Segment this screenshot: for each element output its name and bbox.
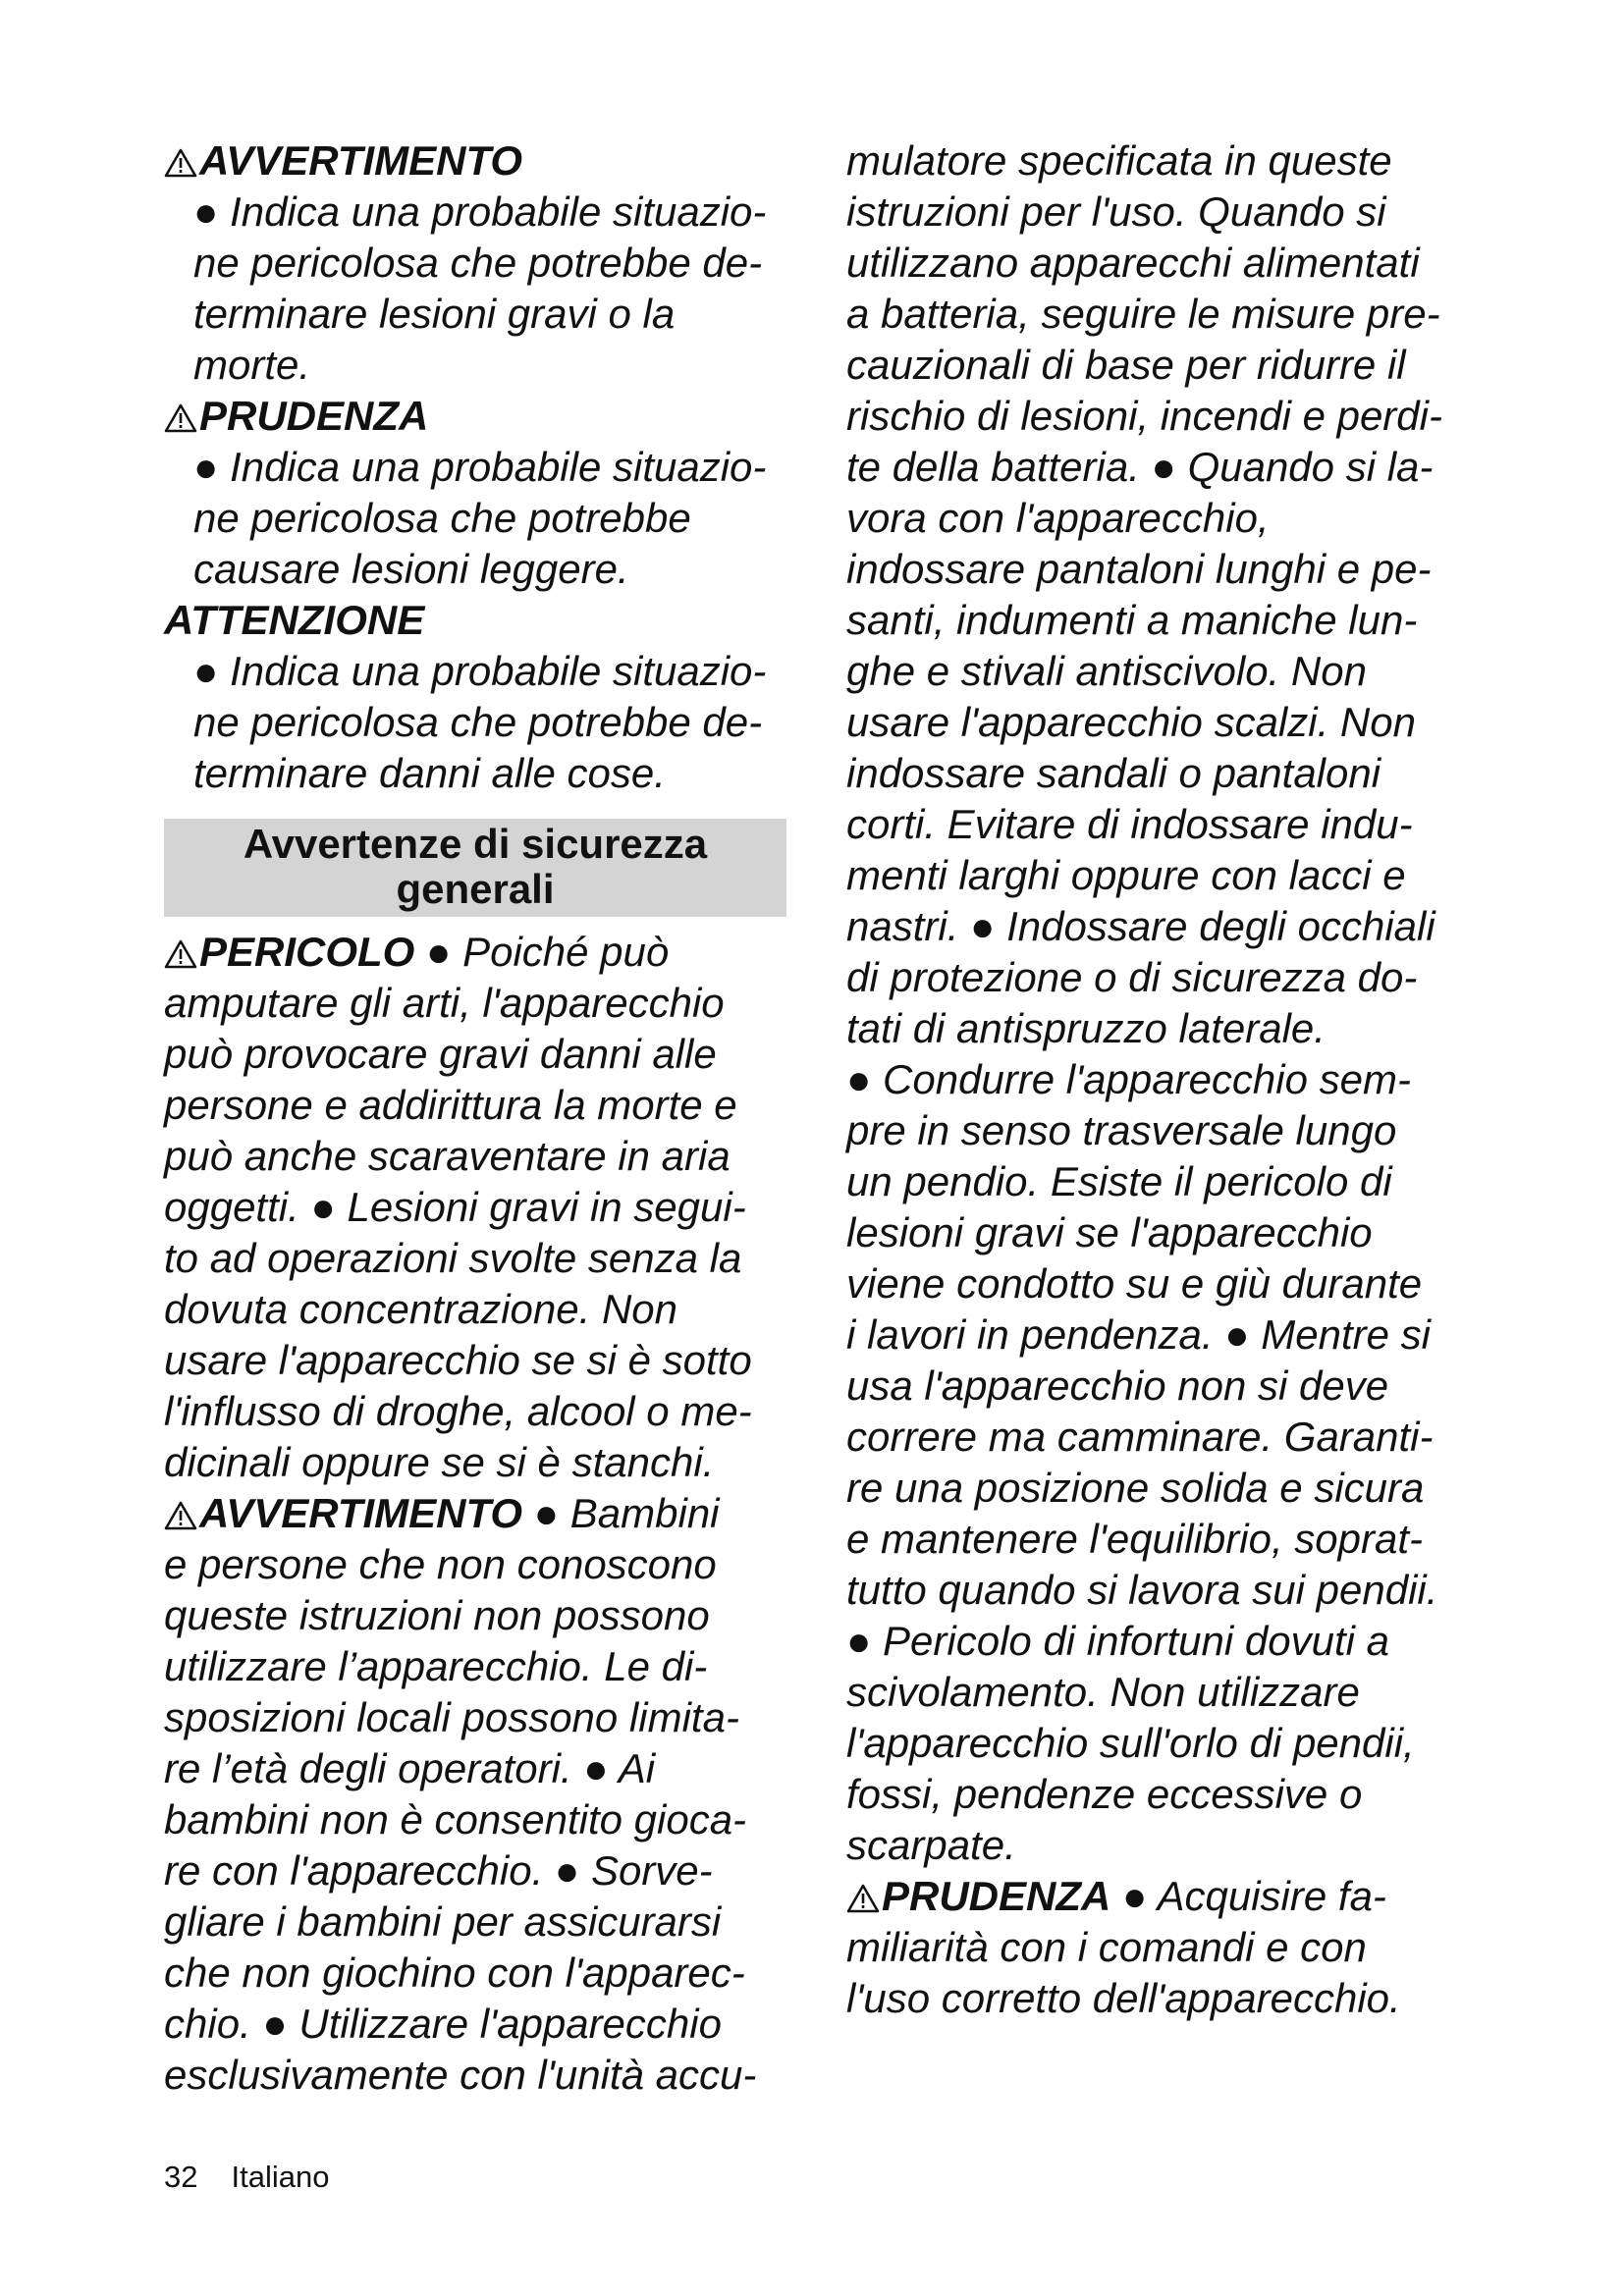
avvertimento2-line: chio. ● Utilizzare l'apparecchio <box>164 2001 722 2047</box>
avvertimento2-line: bambini non è consentito gioca- <box>164 1796 747 1842</box>
right-line: l'apparecchio sull'orlo di pendii, <box>846 1720 1415 1766</box>
avvertimento-line: morte. <box>193 342 311 388</box>
avvertimento2-line: re l’età degli operatori. ● Ai <box>164 1745 656 1791</box>
right-line: te della batteria. ● Quando si la- <box>846 444 1434 490</box>
prudenza-line: causare lesioni leggere. <box>193 546 629 592</box>
right-line: lesioni gravi se l'apparecchio <box>846 1209 1373 1255</box>
prudenza2-line: l'uso corretto dell'apparecchio. <box>846 1975 1401 2021</box>
section-heading-line: generali <box>396 866 555 912</box>
right-line: indossare sandali o pantaloni <box>846 750 1381 796</box>
pericolo-line: può provocare gravi danni alle <box>164 1031 717 1077</box>
footer-language: Italiano <box>231 2160 330 2194</box>
avvertimento2-line: gliare i bambini per assicurarsi <box>164 1898 722 1945</box>
right-line: istruzioni per l'uso. Quando si <box>846 188 1386 235</box>
page-footer <box>164 2160 329 2195</box>
page-number: 32 <box>164 2160 198 2194</box>
right-line: mulatore specificata in queste <box>846 137 1392 184</box>
right-line: un pendio. Esiste il pericolo di <box>846 1158 1392 1204</box>
prudenza2-label: PRUDENZA <box>882 1873 1111 1919</box>
warning-triangle-icon <box>164 148 197 178</box>
right-line: pre in senso trasversale lungo <box>846 1107 1397 1153</box>
avvertimento-heading: AVVERTIMENTO <box>164 135 792 187</box>
pericolo-line: usare l'apparecchio se si è sotto <box>164 1337 752 1383</box>
right-line: re una posizione solida e sicura <box>846 1465 1425 1511</box>
pericolo-first-line: PERICOLO ● Poiché può <box>164 927 792 978</box>
right-line: scarpate. <box>846 1822 1016 1868</box>
avvertimento2-line: utilizzare l’apparecchio. Le di- <box>164 1643 708 1689</box>
right-line: ● Pericolo di infortuni dovuti a <box>846 1618 1389 1664</box>
right-line: utilizzano apparecchi alimentati <box>846 240 1420 286</box>
pericolo-line: l'influsso di droghe, alcool o me- <box>164 1388 752 1434</box>
right-line: corti. Evitare di indossare indu- <box>846 801 1413 847</box>
right-line: rischio di lesioni, incendi e perdi- <box>846 393 1442 439</box>
avvertimento2-line: e persone che non conoscono <box>164 1541 717 1587</box>
avvertimento2-line: queste istruzioni non possono <box>164 1592 710 1638</box>
right-line: i lavori in pendenza. ● Mentre si <box>846 1311 1431 1358</box>
avvertimento2-label: AVVERTIMENTO <box>199 1490 523 1536</box>
prudenza2-first-line: PRUDENZA ● Acquisire fa- <box>846 1871 1485 1922</box>
avvertimento2-line: sposizioni locali possono limita- <box>164 1694 739 1740</box>
pericolo-line: amputare gli arti, l'apparecchio <box>164 980 725 1026</box>
prudenza-line: ne pericolosa che potrebbe <box>193 495 691 541</box>
warning-triangle-icon <box>164 403 197 433</box>
pericolo-line: dovuta concentrazione. Non <box>164 1286 678 1332</box>
avvertimento2-first-line: AVVERTIMENTO ● Bambini <box>164 1488 792 1539</box>
avvertimento2-line: che non giochino con l'apparec- <box>164 1949 745 1996</box>
right-line: cauzionali di base per ridurre il <box>846 342 1406 388</box>
right-line: tati di antispruzzo laterale. <box>846 1005 1326 1051</box>
right-line: correre ma camminare. Garanti- <box>846 1414 1434 1460</box>
right-line: e mantenere l'equilibrio, soprat- <box>846 1516 1423 1562</box>
right-line: vora con l'apparecchio, <box>846 495 1270 541</box>
section-heading <box>164 819 786 917</box>
avvertimento-line: ● Indica una probabile situazio- <box>193 188 767 235</box>
pericolo-line: persone e addirittura la morte e <box>164 1082 737 1128</box>
pericolo-line: to ad operazioni svolte senza la <box>164 1235 742 1281</box>
left-column <box>164 135 792 2101</box>
right-line: santi, indumenti a maniche lun- <box>846 597 1418 643</box>
right-line: di protezione o di sicurezza do- <box>846 954 1418 1000</box>
right-column <box>846 135 1485 2024</box>
avvertimento2-line: re con l'apparecchio. ● Sorve- <box>164 1847 713 1894</box>
right-line: nastri. ● Indossare degli occhiali <box>846 903 1435 949</box>
right-line: usa l'apparecchio non si deve <box>846 1362 1389 1409</box>
right-line: scivolamento. Non utilizzare <box>846 1669 1360 1715</box>
attenzione-line: ne pericolosa che potrebbe de- <box>193 699 763 745</box>
prudenza-line: ● Indica una probabile situazio- <box>193 444 767 490</box>
right-line: ghe e stivali antiscivolo. Non <box>846 648 1367 694</box>
avvertimento2-line: esclusivamente con l'unità accu- <box>164 2052 757 2098</box>
warning-triangle-icon <box>164 939 197 969</box>
warning-triangle-icon <box>164 1501 197 1530</box>
right-line: fossi, pendenze eccessive o <box>846 1771 1363 1817</box>
avvertimento-line: terminare lesioni gravi o la <box>193 291 676 337</box>
attenzione-heading: ATTENZIONE <box>164 597 425 643</box>
right-line: a batteria, seguire le misure pre- <box>846 291 1440 337</box>
prudenza-heading: PRUDENZA <box>164 391 792 442</box>
right-line: menti larghi oppure con lacci e <box>846 852 1406 898</box>
warning-triangle-icon <box>846 1884 880 1913</box>
right-line: usare l'apparecchio scalzi. Non <box>846 699 1416 745</box>
pericolo-label: PERICOLO <box>199 929 415 975</box>
prudenza2-line: miliarità con i comandi e con <box>846 1924 1367 1970</box>
pericolo-line: oggetti. ● Lesioni gravi in segui- <box>164 1184 746 1230</box>
section-heading-line: Avvertenze di sicurezza <box>243 821 708 867</box>
pericolo-line: può anche scaraventare in aria <box>164 1133 731 1179</box>
right-line: viene condotto su e giù durante <box>846 1260 1423 1307</box>
attenzione-line: terminare danni alle cose. <box>193 750 666 796</box>
right-line: indossare pantaloni lunghi e pe- <box>846 546 1432 592</box>
pericolo-line: dicinali oppure se si è stanchi. <box>164 1439 715 1485</box>
avvertimento-line: ne pericolosa che potrebbe de- <box>193 240 763 286</box>
right-line: tutto quando si lavora sui pendii. <box>846 1567 1438 1613</box>
right-line: ● Condurre l'apparecchio sem- <box>846 1056 1411 1102</box>
attenzione-line: ● Indica una probabile situazio- <box>193 648 767 694</box>
